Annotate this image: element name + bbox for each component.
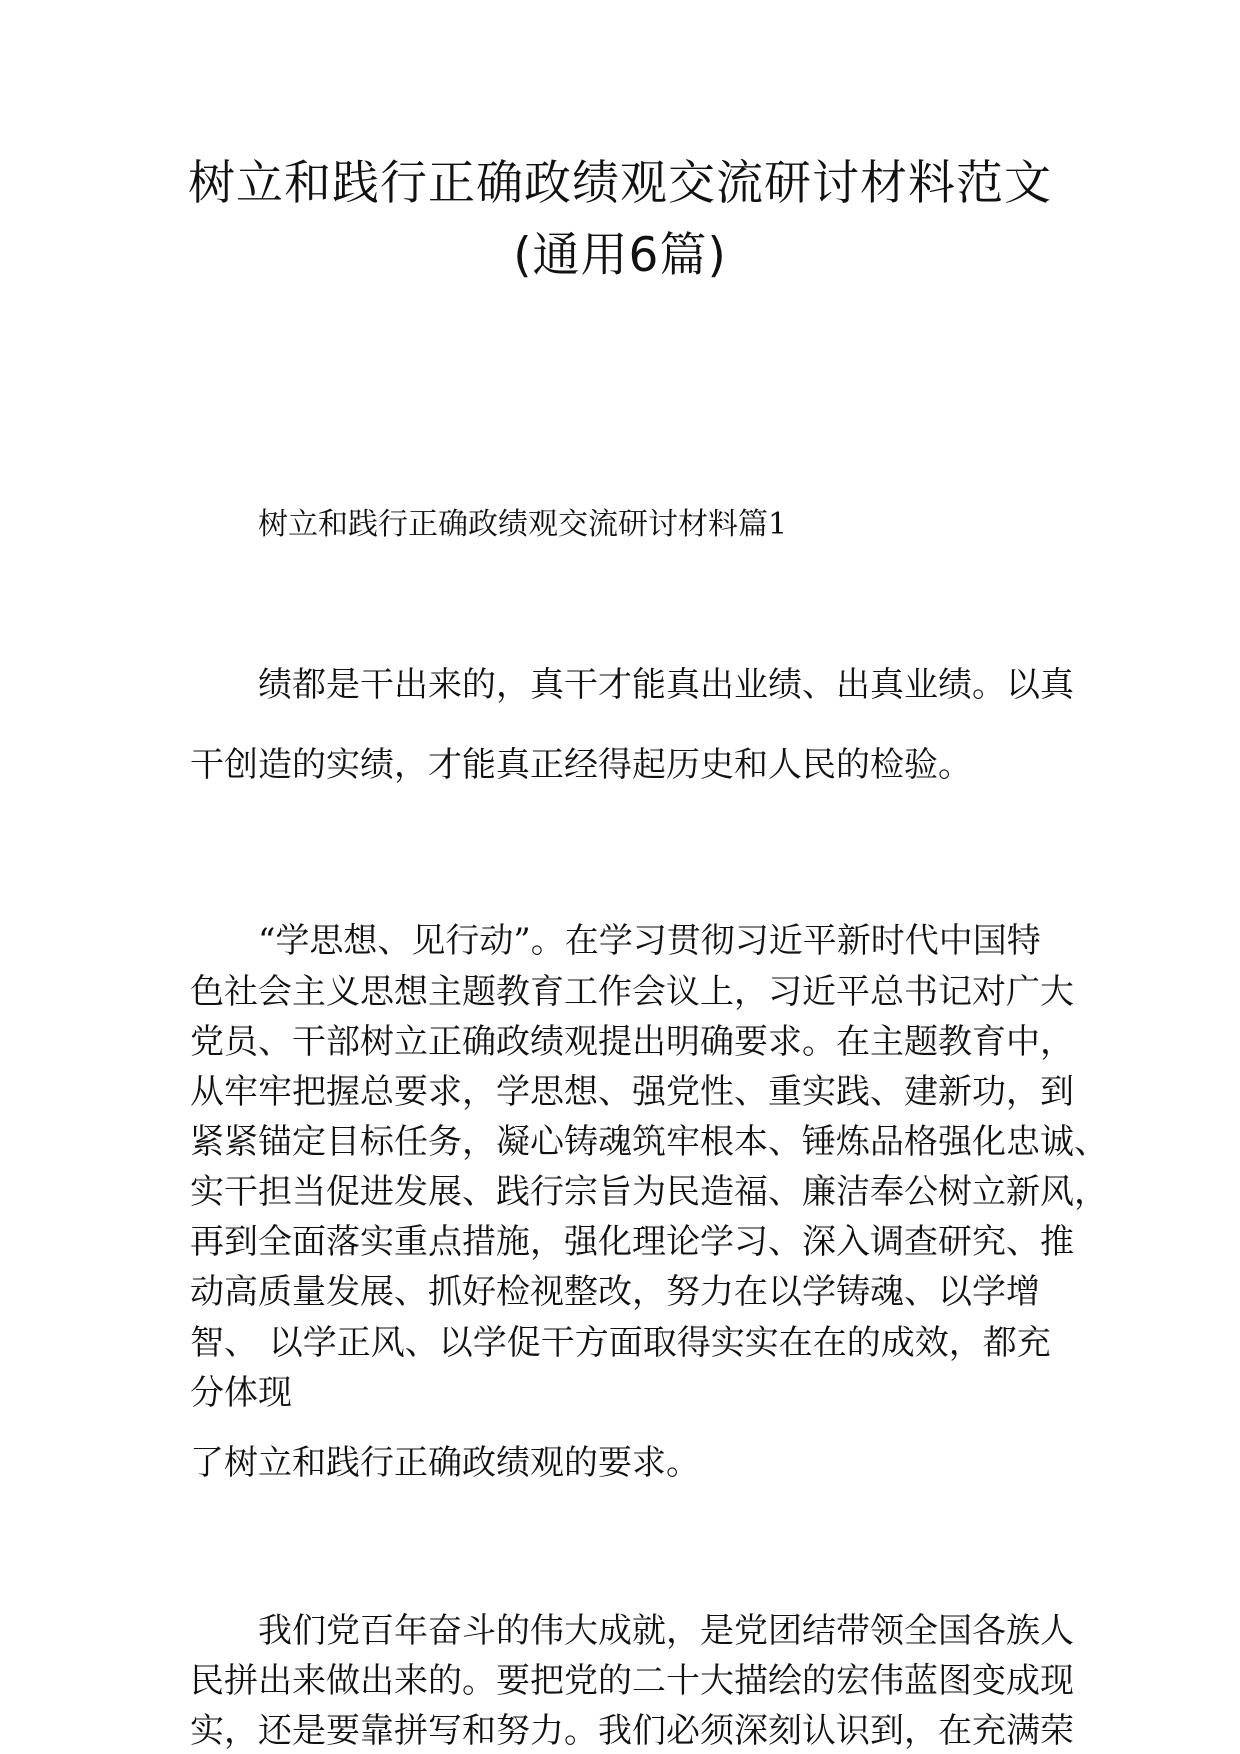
paragraph-2-line-4: 从牢牢把握总要求，学思想、强党性、重实践、建新功，到 [190, 1072, 1074, 1112]
paragraph-2-line-9: 智、 以学正风、以学促干方面取得实实在在的成效，都充 [190, 1323, 1051, 1363]
paragraph-2-line-5: 紧紧锚定目标任务，凝心铸魂筑牢根本、锤炼品格强化忠诚、 [190, 1122, 1108, 1162]
paragraph-2-line-10: 分体现 [190, 1373, 292, 1413]
paragraph-1-line-1: 绩都是干出来的，真干才能真出业绩、出真业绩。以真 [258, 665, 1074, 705]
paragraph-3-line-3: 实，还是要靠拼写和努力。我们必须深刻认识到，在充满荣 [190, 1711, 1074, 1751]
paragraph-2-line-3: 党员、干部树立正确政绩观提出明确要求。在主题教育中， [190, 1022, 1074, 1062]
paragraph-2-line-8: 动高质量发展、抓好检视整改，努力在以学铸魂、以学增 [190, 1272, 1040, 1312]
document-title-line-2: (通用6篇) [513, 228, 727, 283]
paragraph-2-line-1: “学思想、见行动”。在学习贯彻习近平新时代中国特 [258, 921, 1041, 961]
document-title-line-1: 树立和践行正确政绩观交流研讨材料范文 [188, 156, 1052, 211]
section-heading: 树立和践行正确政绩观交流研讨材料篇1 [258, 507, 788, 542]
paragraph-2-line-6: 实干担当促进发展、践行宗旨为民造福、廉洁奉公树立新风， [190, 1172, 1108, 1212]
paragraph-1-line-2: 干创造的实绩，才能真正经得起历史和人民的检验。 [190, 745, 972, 785]
paragraph-3-line-2: 民拼出来做出来的。要把党的二十大描绘的宏伟蓝图变成现 [190, 1661, 1074, 1701]
paragraph-2-line-7: 再到全面落实重点措施，强化理论学习、深入调查研究、推 [190, 1222, 1074, 1262]
paragraph-2-line-2: 色社会主义思想主题教育工作会议上，习近平总书记对广大 [190, 972, 1074, 1012]
paragraph-2-line-11: 了树立和践行正确政绩观的要求。 [190, 1443, 700, 1483]
paragraph-3-line-1: 我们党百年奋斗的伟大成就，是党团结带领全国各族人 [258, 1611, 1074, 1651]
